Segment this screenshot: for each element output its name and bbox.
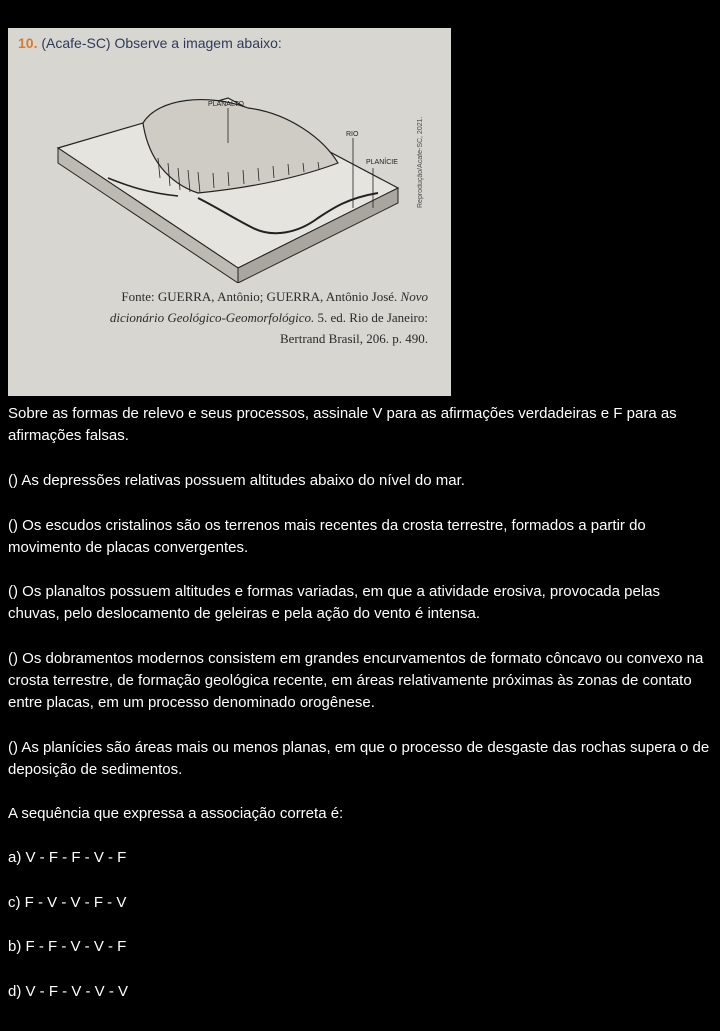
statement-4: () Os dobramentos modernos consistem em grandes encurvamentos de formato côncavo ou convexo na crosta terrestre, de formação geológica recente, em áreas relativamente próximas às zonas de contato entre placas, em um processo denominado orogênese. [8,650,704,711]
intro-text: Sobre as formas de relevo e seus processos, assinale V para as afirmações verdadeiras e F para as afirmações falsas. [8,405,677,444]
label-planalto: PLANALTO [208,101,244,108]
image-credit: Reprodução/Acafe-SC, 2021. [417,116,424,208]
option-d[interactable]: d) V - F - V - V - V [8,983,129,1000]
option-c[interactable]: c) F - V - V - F - V [8,894,127,911]
source-line-3: Bertrand Brasil, 206. p. 490. [279,331,428,346]
question-image [8,28,451,396]
source-line-1: Fonte: GUERRA, Antônio; GUERRA, Antônio José. Novo [121,289,428,304]
statement-3: () Os planaltos possuem altitudes e formas variadas, em que a atividade erosiva, provocada pelas chuvas, pelo deslocamento de geleiras e pela ação do vento é intensa. [8,583,661,622]
label-planicie: PLANÍCIE [366,159,398,166]
question-header-text: (Acafe-SC) Observe a imagem abaixo: [41,35,282,51]
question-number: 10. [18,35,38,51]
label-rio: RIO [346,131,359,138]
statement-5: () As planícies são áreas mais ou menos planas, em que o processo de desgaste das rochas supera o de deposição de sedimentos. [8,739,710,778]
relief-block-diagram [48,68,408,283]
option-a[interactable]: a) V - F - F - V - F [8,849,127,866]
question-prompt: A sequência que expressa a associação correta é: [8,805,344,822]
source-line-2: dicionário Geológico-Geomorfológico. 5. ed. Rio de Janeiro: [109,310,428,325]
statement-2: () Os escudos cristalinos são os terrenos mais recentes da crosta terrestre, formados a partir do movimento de placas convergentes. [8,517,646,556]
option-b[interactable]: b) F - F - V - V - F [8,938,127,955]
statement-1: () As depressões relativas possuem altitudes abaixo do nível do mar. [8,472,465,489]
question-header [18,35,282,51]
figure-source [48,286,428,349]
